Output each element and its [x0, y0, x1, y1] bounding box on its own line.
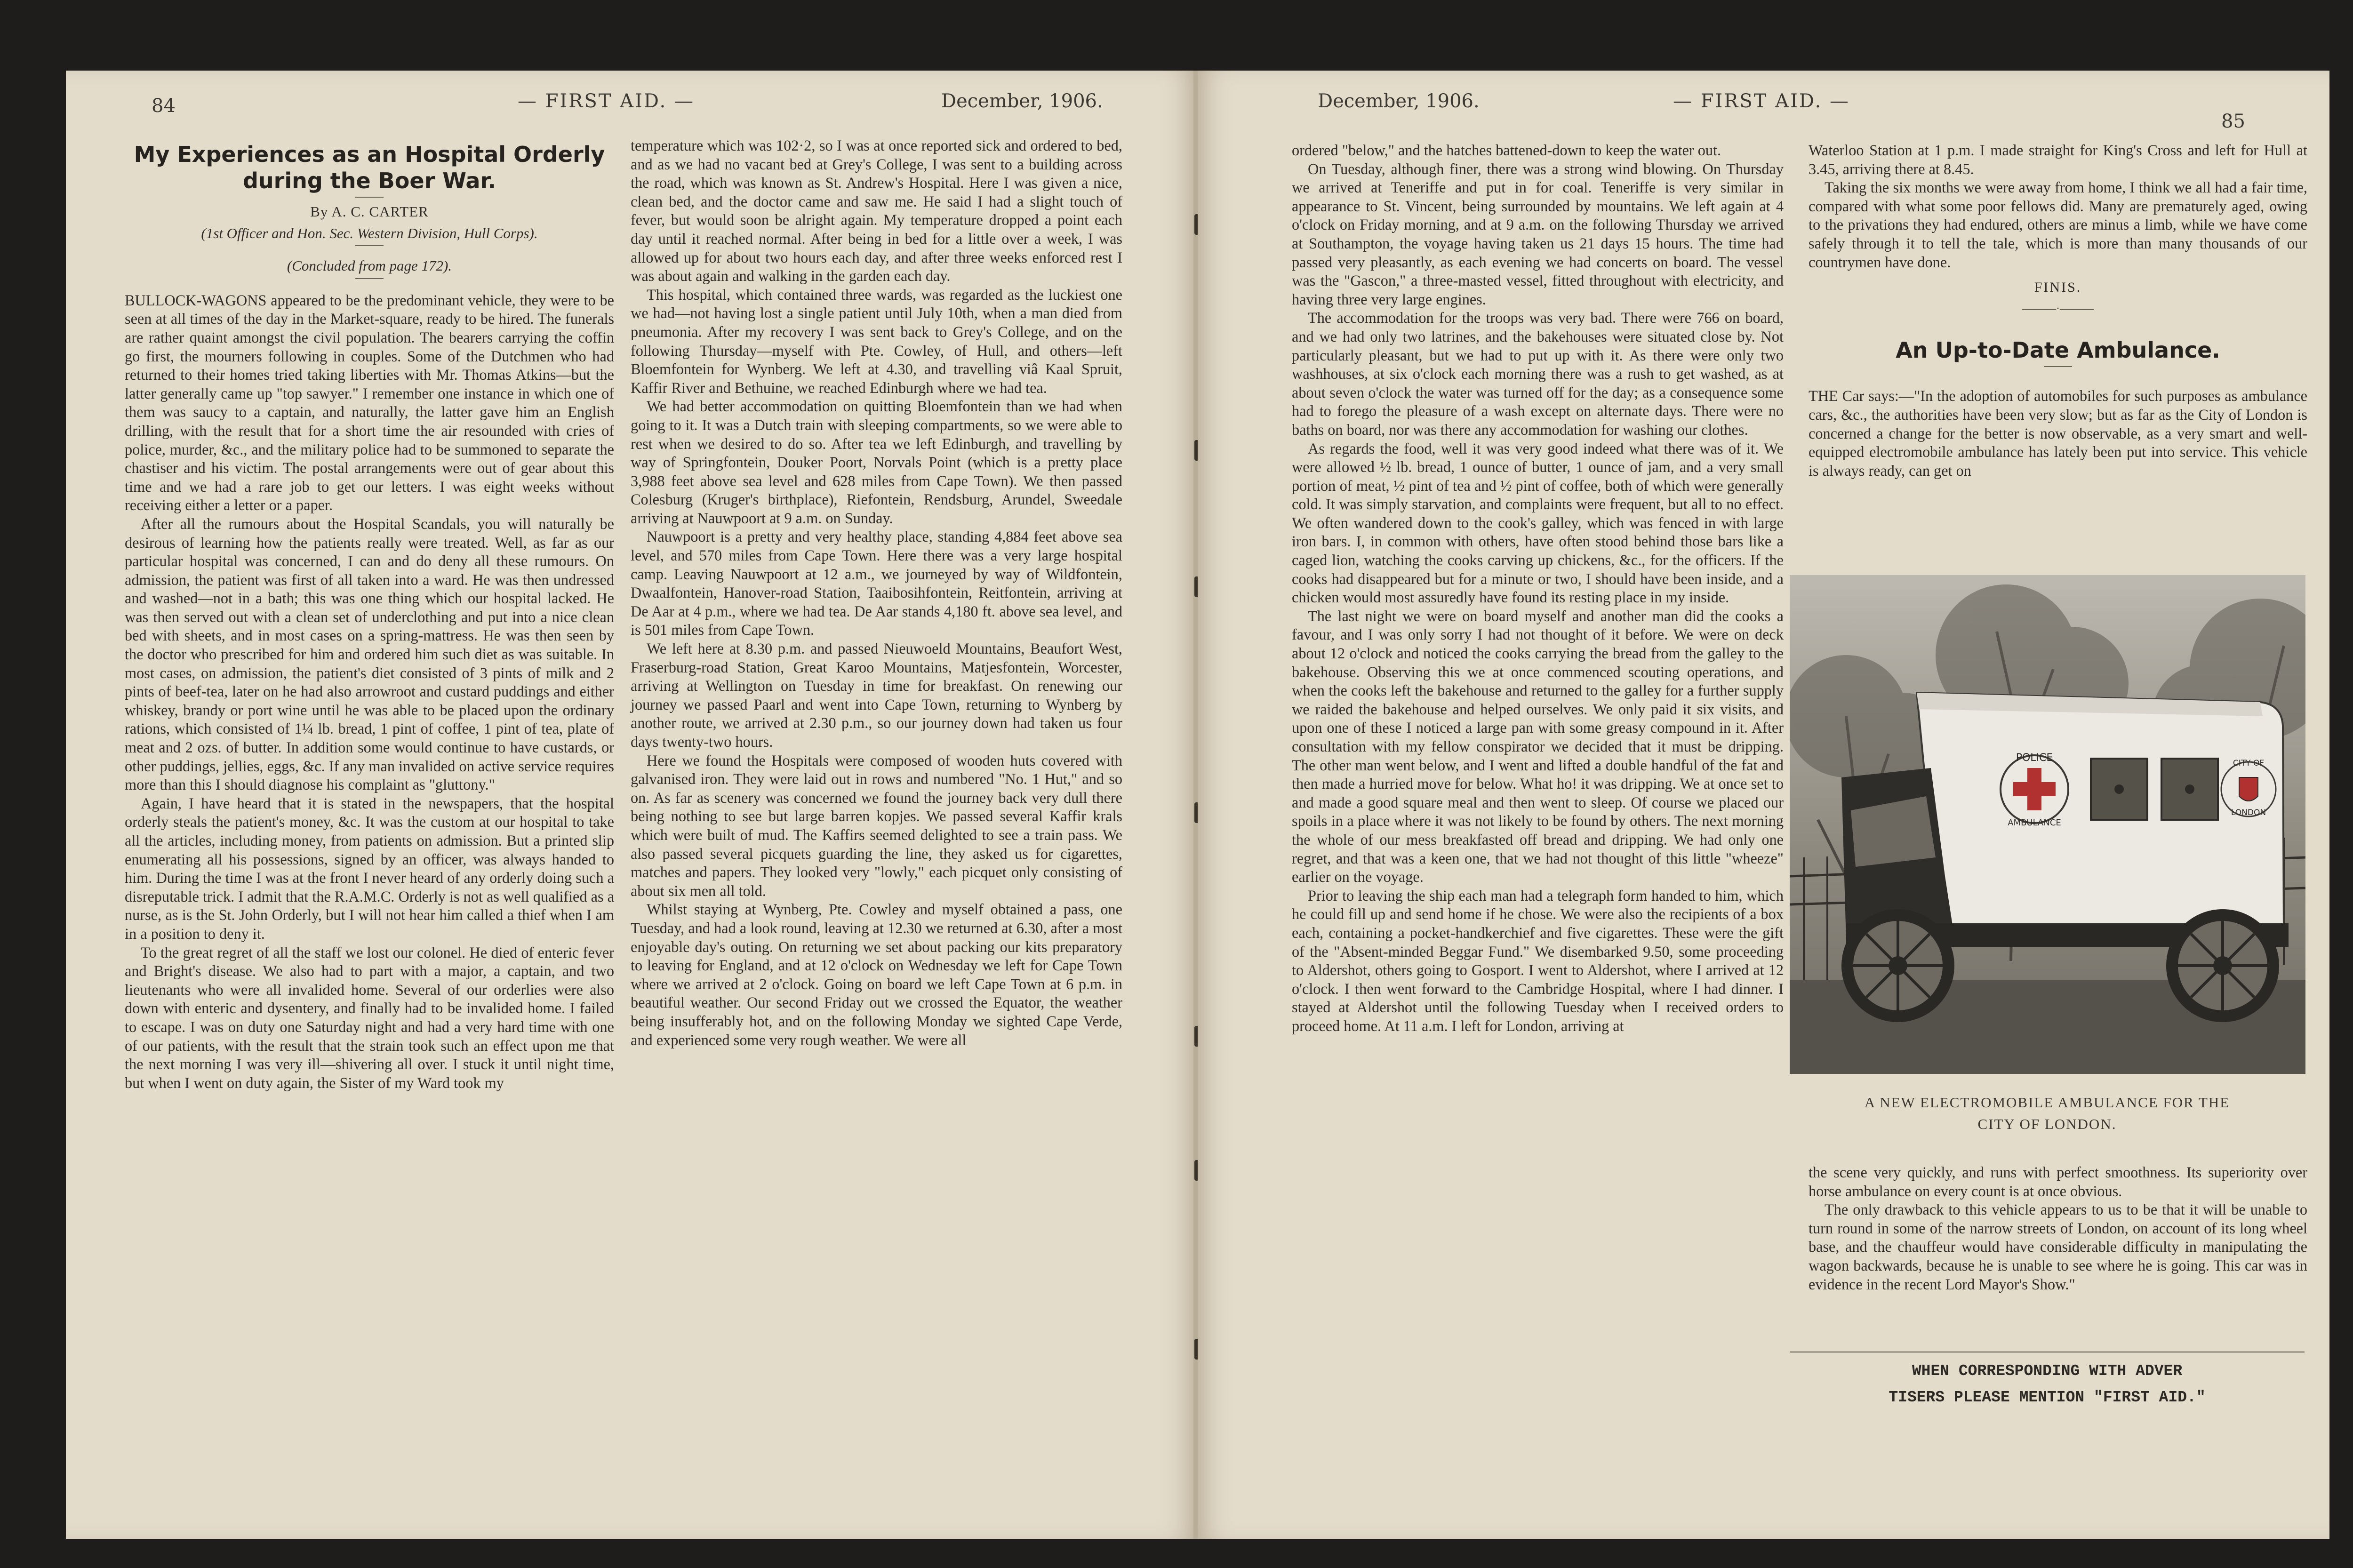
paragraph: Taking the six months we were away from home, I think we all had a fair time, compared with what some poor fellows did. Many are prematurely aged, owing to the privations they had endured, others are minus a limb, while we have come safely through it to tell the tale, which is more than many thousands of our countrymen have done. — [1809, 179, 2307, 271]
photo-city-of-text: CITY OF — [2233, 759, 2265, 768]
ambulance-title: An Up-to-Date Ambulance. — [1896, 337, 2220, 363]
rear-wheel — [2166, 909, 2279, 1022]
column-4-top — [1809, 141, 2307, 480]
left-page — [66, 71, 1195, 1539]
page-number-right: 85 — [2221, 111, 2245, 132]
paragraph: The accommodation for the troops was very bad. There were 766 on board, and we had only two latrines, and the bakehouses were situated close by. Not particularly pleasant, but we had to put up with it. As there were only two washhouses, at six o'clock each morning there was a rush to get washed, as at about seven o'clock the water was turned off for the day; as a consequence some had to forego the pleasure of a wash except on alternate days. There were no baths on board, nor was there any accommodation for washing our clothes. — [1292, 309, 1784, 438]
ambulance-title-rule — [2044, 366, 2072, 367]
finis-ornament: ———·——— — [2022, 302, 2094, 315]
photo-ambulance-text: AMBULANCE — [2008, 818, 2061, 828]
paragraph: Here we found the Hospitals were composed of wooden huts covered with galvanised iron. They were laid out in rows and numbered "No. 1 Hut," and so on. As far as scenery was concerned we found the journey back very dull there being nothing to see but large barren kopjes. We passed several Kaffir krals which were built of mud. The Kaffirs seemed delighted to see a train pass. We also passed several picquets guarding the line, they asked us for cigarettes, matches and papers. They looked very "lowly," each picquet only consisting of about six men all told. — [631, 752, 1122, 899]
paragraph: BULLOCK-WAGONS appeared to be the predominant vehicle, they were to be seen at all times of the day in the Market-square, ready to be hired. The funerals are rather quaint amongst the civil population. The bearers carrying the coffin go first, the mourners following in couples. Some of the Dutchmen who had returned to their homes tried taking liberties with Mr. Thomas Atkins—but the latter generally came up "top sawyer." I remember one instance in which one of them was saucy to a captain, and naturally, the latter gave him an English drilling, with the result that for a short time the air resounded with cries of police, murder, &c., and the military police had to be summoned to separate the chastiser and his victim. The postal arrangements were out of gear about this time and we had a rare job to get our letters. I was eight weeks without receiving either a letter or a paper. — [125, 291, 614, 514]
paragraph: To the great regret of all the staff we lost our colonel. He died of enteric fever and Bright's disease. We also had to part with a major, a captain, and two lieutenants who were all invalided home. Several of our orderlies were also down with enteric and dysentery, and finally had to be invalided home. I failed to escape. I was on duty one Saturday night and had a very hard time with one of our patients, with the result that the strain took such an effect upon me that the next morning I was very ill—shivering all over. I stuck it until night time, but when I went on duty again, the Sister of my Ward took my — [125, 944, 614, 1091]
paragraph: As regards the food, well it was very good indeed what there was of it. We were allowed ½ lb. bread, 1 ounce of butter, 1 ounce of jam, and a very small portion of meat, ½ pint of tea and ½ pint of coffee, both of which were generally cold. It was simply starvation, and complaints were frequent, but all to no effect. We often wandered down to the cook's galley, which was fenced in with large iron bars. I, in common with others, have often stood behind those bars like a caged lion, watching the cooks carving up chickens, &c., for the officers. If the cooks had disappeared but for a minute or two, I should have been inside, and a chicken would most assuredly have found its resting place in my inside. — [1292, 440, 1784, 606]
paragraph: Whilst staying at Wynberg, Pte. Cowley and myself obtained a pass, one Tuesday, and had a look round, leaving at 12.30 we returned at 6.30, after a most enjoyable day's outing. On returning we set about packing our kits preparatory to leaving for England, and at 12 o'clock on Wednesday we left for Cape Town where we arrived at 2 o'clock. Going on board we left Cape Town at 6 p.m. in beautiful weather. Our second Friday out we crossed the Equator, the weather being insufferably hot, and on the following Monday we sighted Cape Verde, and experienced some very rough weather. We were all — [631, 901, 1122, 1048]
paragraph: The last night we were on board myself and another man did the cooks a favour, and I was only sorry I had not thought of it before. We were on deck about 12 o'clock and noticed the cooks carrying the bread from the galley to the bakehouse. Observing this we at once commenced scouting operations, and when the cooks left the bakehouse and returned to the galley for a further supply we raided the bakehouse and helped ourselves. We only paid it six visits, and upon one of these I noticed a large pan with some greasy compound in it. After consultation with my fellow conspirator we decided that it must be dripping. The other man went below, and I went and lifted a double handful of the fat and then made a hurried move for below. What ho! it was dripping. We at once set to and made a good square meal and then went to sleep. Of course we placed our spoils in a place where it was not likely to be found by others. The next morning the whole of our mess breakfasted off bread and dripping. We had only one regret, and that was a keen one, that we had not thought of this little "wheeze" earlier on the voyage. — [1292, 607, 1784, 886]
advertiser-notice — [1786, 1358, 2308, 1411]
conc-rule — [355, 278, 384, 279]
paragraph: THE Car says:—"In the adoption of automobiles for such purposes as ambulance cars, &c., the authorities have been very slow; but as far as the City of London is concerned a change for the better is now observable, as a very smart and well-equipped electromobile ambulance has lately been put into service. This vehicle is always ready, can get on — [1809, 387, 2307, 479]
article-title: My Experiences as an Hospital Orderly during the Boer War. — [134, 142, 605, 193]
paragraph: Prior to leaving the ship each man had a telegraph form handed to him, which he could fill up and send home if he chose. We were also the recipients of a box each, containing a pocket-handkerchief and five cigarettes. These were the gift of the "Absent-minded Beggar Fund." We disembarked 9.50, some proceeding to Aldershot, others going to Gosport. I went to Aldershot, where I arrived at 12 o'clock. I then went forward to the Cambridge Hospital, where I had dinner. I stayed at Aldershot until the following Tuesday when I received orders to proceed home. At 11 a.m. I left for London, arriving at — [1292, 887, 1784, 1034]
column-3 — [1292, 141, 1784, 1036]
column-1 — [125, 141, 614, 1092]
paragraph: After all the rumours about the Hospital Scandals, you will naturally be desirous of learning how the patients really were treated. Well, as far as our particular hospital was concerned, I can and do deny all these rumours. On admission, the patient was first of all taken into a ward. He was then undressed and washed—not in a bath; this was one thing which our hospital lacked. He was then served out with a clean set of underclothing and put into a nice clean bed with sheets, and in most cases on a spring-mattress. He was then seen by the doctor who prescribed for him and ordered him such diet as was suitable. In most cases, on admission, the patient's diet consisted of 3 pints of milk and 2 pints of beef-tea, later on he had also arrowroot and custard puddings and either whiskey, brandy or port wine until he was able to be placed upon the ordinary rations, which consisted of 1¼ lb. bread, 1 pint of coffee, 1 pint of tea, plate of meat and 2 ozs. of butter. In addition some would continue to have custards, or other puddings, jellies, eggs, &c. If any man invalided on active service requires more than this I should diagnose his complaint as "gluttony." — [125, 515, 614, 793]
column-2 — [631, 136, 1122, 1049]
column-4-bottom — [1809, 1163, 2307, 1294]
front-wheel — [1841, 909, 1954, 1022]
paragraph: the scene very quickly, and runs with perfect smoothness. Its superiority over horse ambulance on every count is at once obvious. — [1809, 1164, 2307, 1200]
date-left: December, 1906. — [941, 90, 1103, 112]
paragraph: Again, I have heard that it is stated in the newspapers, that the hospital orderly steals the patient's money, &c. It was the custom at our hospital to take all the articles, including money, from patients on admission. But a printed slip enumerating all his possessions, signed by an officer, was always handed to him. During the time I was at the front I never heard of any orderly doing such a disreputable trick. I admit that the R.A.M.C. Orderly is not as well qualified as a nurse, as is the St. John Orderly, but I will not hear him called a thief when I am in a position to deny it. — [125, 794, 614, 942]
photo-police-text: POLICE — [2016, 752, 2053, 764]
ambulance-photo — [1790, 575, 2305, 1074]
notice-line-2: TISERS PLEASE MENTION "FIRST AID." — [1889, 1389, 2206, 1406]
finis: FINIS. — [2034, 280, 2082, 296]
paragraph: The only drawback to this vehicle appears to us to be that it will be unable to turn round in some of the narrow streets of London, on account of its long wheel base, and the chauffeur would have considerable difficulty in manipulating the wagon backwards, because he is unable to see where he is going. This car was in evidence in the recent Lord Mayor's Show." — [1809, 1201, 2307, 1293]
ambulance-photo-drawing — [1790, 575, 2305, 1074]
page-number-left: 84 — [152, 95, 176, 117]
byline-rule — [355, 245, 384, 246]
running-head-left: — FIRST AID. — — [518, 90, 695, 112]
running-head-right: — FIRST AID. — — [1673, 90, 1850, 112]
byline: By A. C. CARTER — [310, 203, 429, 220]
title-rule — [355, 197, 384, 198]
paragraph: We left here at 8.30 p.m. and passed Nieuwoeld Mountains, Beaufort West, Fraserburg-road Station, Great Karoo Mountains, Matjesfontein, Worcester, arriving at Wellington on Tuesday in time for breakfast. On renewing our journey we passed Paarl and went into Cape Town, returning to Wynberg by another route, we arrived at 2.30 p.m., so our journey down had taken us four days twenty-two hours. — [631, 640, 1122, 750]
paragraph: We had better accommodation on quitting Bloemfontein than we had when going to it. It was a Dutch train with sleeping compartments, so we were able to rest when we desired to do so. After tea we left Edinburgh, and travelling by way of Springfontein, Douker Poort, Norvals Point (which is a pretty place 3,988 feet above sea level and 628 miles from Cape Town). We then passed Colesburg (Kruger's birthplace), Riefontein, Rendsburg, Arundel, Sweedale arriving at Nauwpoort at 9 a.m. on Sunday. — [631, 398, 1122, 527]
paragraph: ordered "below," and the hatches battened-down to keep the water out. — [1292, 142, 1721, 159]
paragraph: Nauwpoort is a pretty and very healthy place, standing 4,884 feet above sea level, and 570 miles from Cape Town. Here there was a very large hospital camp. Leaving Nauwpoort at 12 a.m., we journeyed by way of Wildfontein, Dwaalfontein, Hanover-road Station, Taaibosihfontein, Reitfontein, arriving at De Aar at 4 p.m., where we had tea. De Aar stands 4,180 ft. above sea level, and is 501 miles from Cape Town. — [631, 528, 1122, 639]
date-right: December, 1906. — [1318, 90, 1480, 112]
notice-line-1: WHEN CORRESPONDING WITH ADVER — [1912, 1362, 2183, 1380]
paragraph: temperature which was 102·2, so I was at once reported sick and ordered to bed, and as we had no vacant bed at Grey's College, I was sent to a building across the road, which was known as St. Andrew's Hospital. Here I was given a nice, clean bed, and the doctor came and saw me. He said I had a slight touch of fever, but would soon be alright again. My temperature dropped a point each day until it reached normal. After being in bed for a little over a week, I was allowed up for about two hours each day, and after three weeks enforced rest I was about again and walking in the garden each day. — [631, 137, 1122, 285]
caption-line-2: CITY OF LONDON. — [1977, 1116, 2117, 1132]
caption-line-1: A NEW ELECTROMOBILE AMBULANCE FOR THE — [1864, 1094, 2230, 1111]
paragraph: On Tuesday, although finer, there was a strong wind blowing. On Thursday we arrived at Teneriffe and put in for coal. Teneriffe is very similar in appearance to St. Vincent, being surrounded by mountains. We left again at 4 o'clock on Friday morning, and at 9 a.m. on the following Thursday we arrived at Southampton, the voyage having taken us 21 days 15 hours. The time had passed very pleasantly, as each evening we had concerts on board. The vessel was the "Gascon," a three-masted vessel, fitted throughout with electricity, and having three very large engines. — [1292, 160, 1784, 308]
paragraph: This hospital, which contained three wards, was regarded as the luckiest one we had—not having lost a single patient until July 10th, when a man died from pneumonia. After my recovery I was sent back to Grey's College, and on the following Thursday—myself with Pte. Cowley, of Hull, and others—left Bloemfontein for Wynberg. We left at 4.30, and travelling viâ Kaal Spruit, Kaffir River and Bethuine, we reached Edinburgh where we had tea. — [631, 286, 1122, 396]
photo-london-text: LONDON — [2231, 808, 2266, 817]
concluded-note: (Concluded from page 172). — [287, 257, 452, 274]
photo-caption — [1786, 1092, 2308, 1135]
author-post: (1st Officer and Hon. Sec. Western Division, Hull Corps). — [201, 224, 538, 241]
paragraph: Waterloo Station at 1 p.m. I made straight for King's Cross and left for Hull at 3.45, arriving there at 8.45. — [1809, 142, 2307, 177]
